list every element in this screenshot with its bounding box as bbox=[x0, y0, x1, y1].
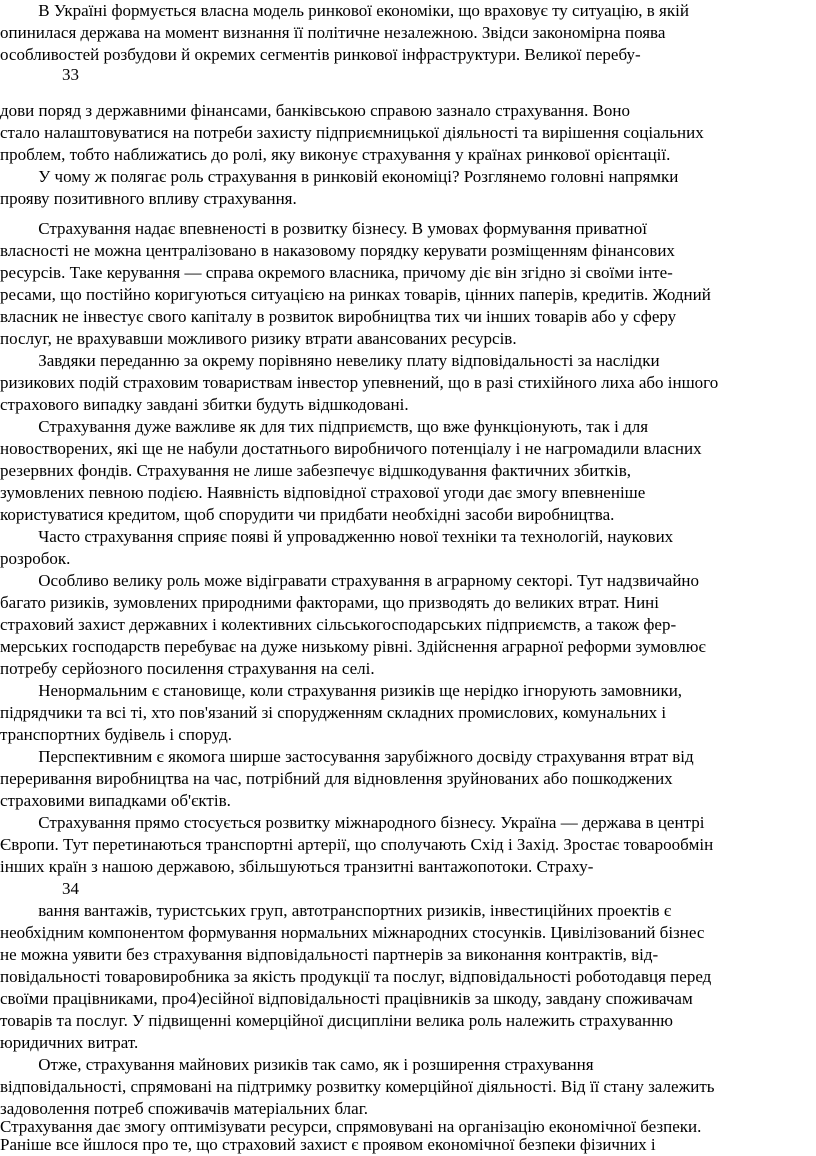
text-line: не можна уявити без страхування відповідальності партнерів за виконання контрактів, від- bbox=[0, 945, 659, 964]
text-line: ресурсів. Таке керування — справа окремого власника, причому діє він згідно зі своїми інте- bbox=[0, 263, 673, 282]
text-line: У чому ж полягає роль страхування в ринковій економіці? Розглянемо головні напрямки bbox=[0, 167, 679, 186]
text-line: резервних фондів. Страхування не лише забезпечує відшкодування фактичних збитків, bbox=[0, 461, 632, 480]
text-line: власник не інвестує свого капіталу в розвиток виробництва тих чи інших товарів або у сферу bbox=[0, 307, 677, 326]
text-line: своїми працівниками, про4)есійної відповідальності працівників за шкоду, завдану споживачам bbox=[0, 989, 693, 1008]
text-line: підрядчики та всі ті, хто пов'язаний зі спорудженням складних промислових, комунальних і bbox=[0, 703, 667, 722]
text-line: власності не можна централізовано в наказовому порядку керувати розміщенням фінансових bbox=[0, 241, 675, 260]
text-line: ресами, що постійно коригуються ситуацією на ринках товарів, цінних паперів, кредитів. Жодний bbox=[0, 285, 711, 304]
page-number: 33 bbox=[62, 65, 79, 84]
text-line: Страхування дуже важливе як для тих підприємств, що вже функціонують, так і для bbox=[0, 417, 649, 436]
text-line: інших країн з нашою державою, збільшуються транзитні вантажопотоки. Страху- bbox=[0, 857, 594, 876]
text-line: переривання виробництва на час, потрібний для відновлення зруйнованих або пошкоджених bbox=[0, 769, 673, 788]
text-line: товарів та послуг. У підвищенні комерційної дисципліни велика роль належить страхуванню bbox=[0, 1011, 673, 1030]
text-line: задоволення потреб споживачів матеріальних благ. bbox=[0, 1099, 369, 1118]
text-line: багато ризиків, зумовлених природними факторами, що призводять до великих втрат. Нині bbox=[0, 593, 659, 612]
text-line: мерських господарств перебуває на дуже низькому рівні. Здійснення аграрної реформи зумовлює bbox=[0, 637, 706, 656]
text-line: Страхування надає впевненості в розвитку бізнесу. В умовах формування приватної bbox=[0, 219, 647, 238]
text-line: прояву позитивного впливу страхування. bbox=[0, 189, 297, 208]
text-line: послуг, не врахувавши можливого ризику втрати авансованих ресурсів. bbox=[0, 329, 517, 348]
text-line: розробок. bbox=[0, 549, 71, 568]
text-line: зумовлених певною подією. Наявність відповідної страхової угоди дає змогу впевненіше bbox=[0, 483, 646, 502]
text-line: опинилася держава на момент визнання її політичне незалежною. Звідси закономірна поява bbox=[0, 23, 666, 42]
text-line: необхідним компонентом формування нормальних міжнародних стосунків. Цивілізований бізнес bbox=[0, 923, 705, 942]
text-line: Особливо велику роль може відігравати страхування в аграрному секторі. Тут надзвичайно bbox=[0, 571, 700, 590]
text-line: Отже, страхування майнових ризиків так само, як і розширення страхування bbox=[0, 1055, 594, 1074]
text-line: страховий захист державних і колективних сільськогосподарських підприємств, а також фер- bbox=[0, 615, 677, 634]
text-line: дови поряд з державними фінансами, банківською справою зазнало страхування. Воно bbox=[0, 101, 631, 120]
text-line: стало налаштовуватися на потреби захисту підприємницької діяльності та вирішення соціальних bbox=[0, 123, 704, 142]
text-line: користуватися кредитом, щоб спорудити чи придбати необхідні засоби виробництва. bbox=[0, 505, 615, 524]
text-line: Часто страхування сприяє появі й упровадженню нової техніки та технологій, наукових bbox=[0, 527, 674, 546]
text-line: ризикових подій страховим товариствам інвестор упевнений, що в разі стихійного лиха або іншого bbox=[0, 373, 719, 392]
text-line: В Україні формується власна модель ринкової економіки, що враховує ту ситуацію, в якій bbox=[0, 1, 689, 20]
page-number: 34 bbox=[62, 879, 79, 898]
text-line: новостворених, які ще не набули достатнього виробничого потенціалу і не нагромадили власних bbox=[0, 439, 702, 458]
text-line: повідальності товаровиробника за якість продукції та послуг, відповідальності роботодавця перед bbox=[0, 967, 712, 986]
text-line: Перспективним є якомога ширше застосування зарубіжного досвіду страхування втрат від bbox=[0, 747, 694, 766]
text-line: Страхування дає змогу оптимізувати ресурси, спрямовувані на організацію економічної безпеки. bbox=[0, 1117, 702, 1136]
text-line: Страхування прямо стосується розвитку міжнародного бізнесу. Україна — держава в центрі bbox=[0, 813, 705, 832]
text-line: Європи. Тут перетинаються транспортні артерії, що сполучають Схід і Захід. Зростає товарообмін bbox=[0, 835, 714, 854]
text-line: транспортних будівель і споруд. bbox=[0, 725, 233, 744]
text-line: Ненормальним є становище, коли страхування ризиків ще нерідко ігнорують замовники, bbox=[0, 681, 683, 700]
text-line: страховими випадками об'єктів. bbox=[0, 791, 231, 810]
text-line: страхового випадку завдані збитки будуть відшкодовані. bbox=[0, 395, 409, 414]
text-line: проблем, тобто наближатись до ролі, яку виконує страхування у країнах ринкової орієнтації. bbox=[0, 145, 671, 164]
text-line: особливостей розбудови й окремих сегментів ринкової інфраструктури. Великої перебу- bbox=[0, 45, 641, 64]
text-line: потребу серйозного посилення страхування на селі. bbox=[0, 659, 375, 678]
text-line: вання вантажів, туристських груп, автотранспортних ризиків, інвестиційних проектів є bbox=[0, 901, 672, 920]
text-line: Раніше все йшлося про те, що страховий захист є проявом економічної безпеки фізичних і bbox=[0, 1135, 656, 1154]
text-line: юридичних витрат. bbox=[0, 1033, 139, 1052]
text-line: Завдяки переданню за окрему порівняно невелику плату відповідальності за наслідки bbox=[0, 351, 660, 370]
text-line: відповідальності, спрямовані на підтримку розвитку комерційної діяльності. Від її стану залежить bbox=[0, 1077, 715, 1096]
